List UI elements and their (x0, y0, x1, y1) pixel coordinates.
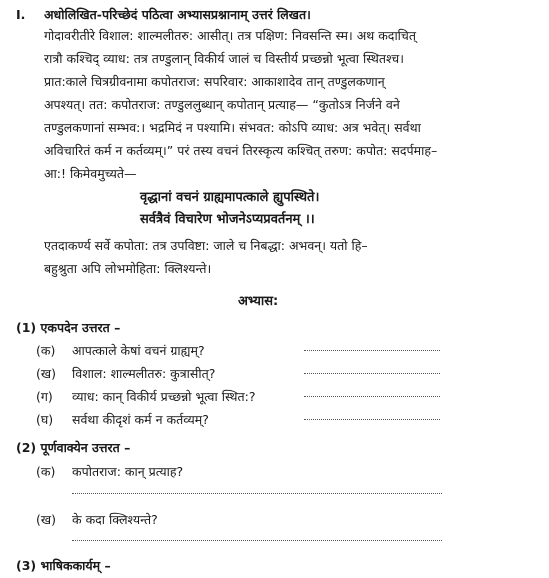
q2-item-text: कपोतराज: कान् प्रत्याह? (72, 464, 184, 479)
q1-item-text: सर्वथा कीदृशं कर्म न कर्तव्यम्? (72, 412, 209, 427)
passage-line: प्रात:काले चित्रग्रीवनामा कपोतराज: सपरिवार: आकाशादेव तान् तण्डुलकणान् (44, 74, 385, 89)
q2-item-label: (क) (36, 464, 56, 479)
answer-line[interactable] (304, 419, 440, 420)
verse-line: वृद्धानां वचनं ग्राह्यमापत्काले ह्युपस्थिते। (140, 190, 320, 205)
answer-line[interactable] (72, 493, 442, 494)
passage-line: आ:! किमेवमुच्यते— (44, 166, 137, 181)
answer-line[interactable] (304, 396, 440, 397)
passage-line: गोदावरीतीरे विशाल: शाल्मलीतरु: आसीत्। तत्र पक्षिण: निवसन्ति स्म। अथ कदाचित् (44, 28, 416, 43)
q1-item-text: विशाल: शाल्मलीतरु: कुत्रासीत्? (72, 366, 216, 381)
answer-line[interactable] (304, 350, 440, 351)
q1-heading: (1) एकपदेन उत्तरत – (16, 320, 121, 335)
passage-closing-line: बहुश्रुता अपि लोभमोहिता: क्लिश्यन्ते। (44, 261, 212, 276)
answer-line[interactable] (304, 373, 440, 374)
q3-heading: (3) भाषिककार्यम् – (16, 558, 111, 573)
passage-line: रात्रौ कश्चिद् व्याध: तत्र तण्डुलान् विकीर्य जालं च विस्तीर्य प्रच्छन्नो भूत्वा स्थितश्च। (44, 51, 404, 66)
q1-item-label: (ख) (36, 366, 56, 381)
verse-line: सर्वत्रैवं विचारेण भोजनेऽप्यप्रवर्तनम् ।। (140, 212, 315, 227)
exercises-title: अभ्यास: (238, 294, 279, 309)
q2-item-label: (ख) (36, 512, 56, 527)
section-numeral: I. (16, 7, 26, 22)
q1-item-label: (ग) (36, 389, 53, 404)
q1-item-text: व्याध: कान् विकीर्य प्रच्छन्नो भूत्वा स्थित:? (72, 389, 256, 404)
q2-heading: (2) पूर्णवाक्येन उत्तरत – (16, 440, 131, 455)
section-heading: अधोलिखित-परिच्छेदं पठित्वा अभ्यासप्रश्नानाम् उत्तरं लिखत। (44, 7, 311, 22)
passage-line: अविचारितं कर्म न कर्तव्यम्।” परं तस्य वचनं तिरस्कृत्य कश्चित् तरुण: कपोत: सदर्पमाह– (44, 143, 438, 158)
passage-line: अपश्यत्। तत: कपोतराज: तण्डुललुब्धान् कपोतान् प्रत्याह— “कुतोऽत्र निर्जने वने (44, 97, 400, 112)
answer-line[interactable] (72, 540, 442, 541)
q1-item-text: आपत्काले केषां वचनं ग्राह्यम्? (72, 343, 205, 358)
passage-line: तण्डुलकणानां सम्भव:। भद्रमिदं न पश्यामि। संभवत: कोऽपि व्याध: अत्र भवेत्। सर्वथा (44, 120, 421, 135)
passage-closing-line: एतदाकर्ण्य सर्वे कपोता: तत्र उपविष्टा: जाले च निबद्धा: अभवन्। यतो हि– (44, 238, 368, 253)
q1-item-label: (क) (36, 343, 56, 358)
q1-item-label: (घ) (36, 412, 54, 427)
q2-item-text: के कदा क्लिश्यन्ते? (72, 512, 158, 527)
